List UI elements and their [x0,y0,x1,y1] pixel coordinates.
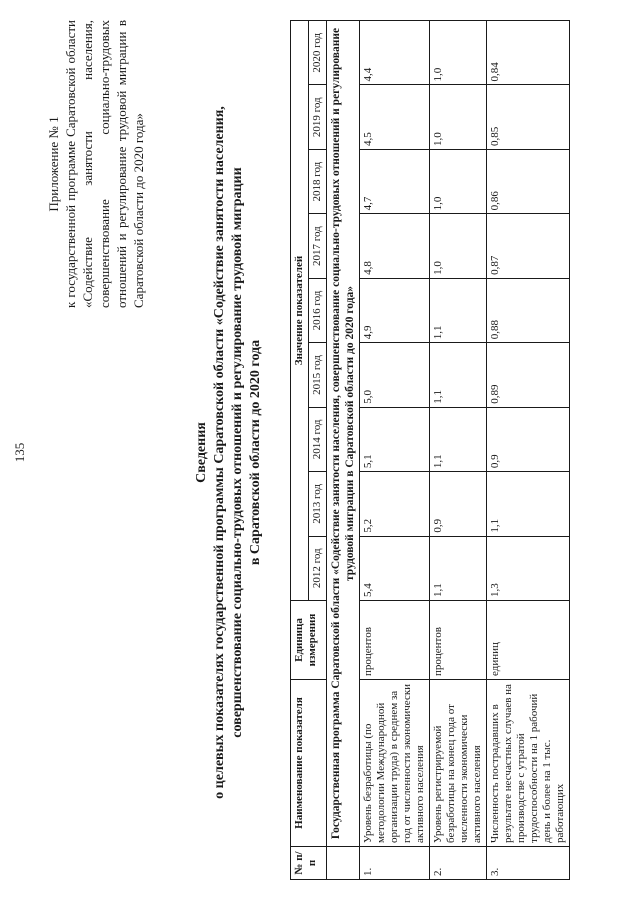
heading-line-4: в Саратовской области до 2020 года [248,339,263,566]
indicator-value: 5,0 [360,343,430,407]
indicator-unit: единиц [487,601,570,680]
header-year: 2012 год [309,536,327,600]
indicator-value: 5,4 [360,536,430,600]
heading-line-1: Сведения [194,422,209,483]
header-values: Значение показателей [291,21,309,601]
indicator-value: 1,1 [430,407,487,471]
indicator-value: 1,1 [430,278,487,342]
indicator-value: 0,89 [487,343,570,407]
indicator-value: 4,5 [360,85,430,149]
indicator-value: 0,86 [487,149,570,213]
indicator-value: 1,3 [487,536,570,600]
indicator-value: 1,1 [430,536,487,600]
indicator-value: 1,1 [487,472,570,536]
appendix-note [45,20,147,308]
appendix-title: Приложение № 1 [46,116,61,212]
indicator-value: 4,7 [360,149,430,213]
program-row [327,21,360,880]
indicator-value: 1,0 [430,214,487,278]
table-row [430,21,487,880]
indicator-value: 1,0 [430,21,487,86]
header-year: 2019 год [309,85,327,149]
indicators-table [290,20,570,880]
indicator-name: Численность пострадавших в результате несчастных случаев на производстве с утратой трудоспособности на 1 рабочий день и более на 1 тыс. работающих [487,680,570,847]
indicator-value: 5,1 [360,407,430,471]
header-year: 2018 год [309,149,327,213]
page-number: 135 [12,442,27,463]
indicator-value: 0,9 [430,472,487,536]
indicator-unit: процентов [430,601,487,680]
indicator-value: 4,4 [360,21,430,86]
header-year: 2016 год [309,278,327,342]
header-year: 2015 год [309,343,327,407]
program-row-empty-cell [327,847,360,880]
row-number: 2. [430,847,487,880]
program-title: Государственная программа Саратовской области «Содействие занятости населения, совершенствование социально-трудовых отношений и регулирование трудовой миграции в Саратовской области до 2020 года» [327,21,360,847]
indicator-value: 1,1 [430,343,487,407]
indicator-value: 5,2 [360,472,430,536]
indicator-value: 4,8 [360,214,430,278]
indicator-name: Уровень безработицы (по методологии Международной организации труда) в среднем за год от численности экономически активного населения [360,680,430,847]
heading-line-3: совершенствование социально-трудовых отношений и регулирование трудовой миграции [230,167,245,738]
header-year: 2013 год [309,472,327,536]
heading-line-2: о целевых показателях государственной программы Саратовской области «Содействие занятости населения, [212,106,227,799]
table-row [360,21,430,880]
indicator-value: 0,88 [487,278,570,342]
header-year: 2017 год [309,214,327,278]
table-row [487,21,570,880]
header-year: 2014 год [309,407,327,471]
header-year: 2020 год [309,21,327,86]
indicator-value: 0,85 [487,85,570,149]
header-unit: Единица измерения [291,601,327,680]
document-heading [193,0,265,905]
indicator-unit: процентов [360,601,430,680]
indicator-value: 0,84 [487,21,570,86]
header-number: № п/п [291,847,327,880]
row-number: 3. [487,847,570,880]
indicator-value: 4,9 [360,278,430,342]
table-header-row [291,21,309,880]
indicator-value: 1,0 [430,85,487,149]
indicator-value: 0,9 [487,407,570,471]
indicator-name: Уровень регистрируемой безработицы на конец года от численности экономически активного населения [430,680,487,847]
indicator-value: 1,0 [430,149,487,213]
row-number: 1. [360,847,430,880]
appendix-body: к государственной программе Саратовской области «Содействие занятости населения, совершенствование социально-трудовых отношений и регулирование трудовой миграции в Саратовской области до 2020 года» [63,20,146,308]
indicator-value: 0,87 [487,214,570,278]
header-indicator-name: Наименование показателя [291,680,327,847]
